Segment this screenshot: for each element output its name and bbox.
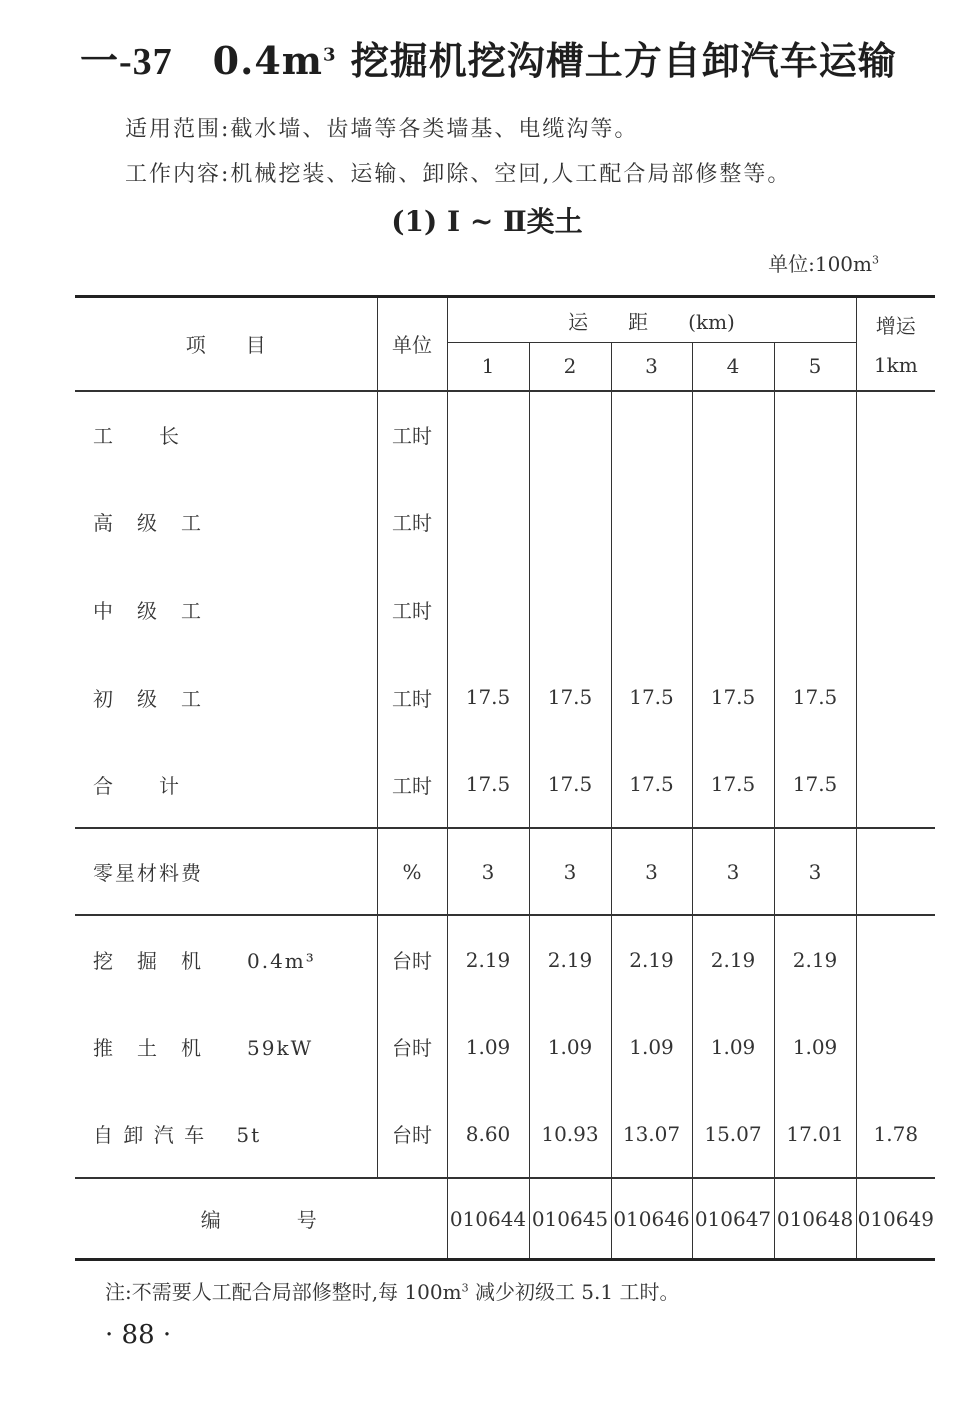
- scope-text: 适用范围:截水墙、齿墙等各类墙基、电缆沟等。: [125, 117, 639, 142]
- page-title: 一-37 $0.4m^3$ 挖掘机挖沟槽土方自卸汽车运输: [80, 38, 897, 83]
- row-value: 17.01: [774, 1091, 856, 1179]
- row-value: 17.5: [774, 653, 856, 741]
- row-value: 17.5: [447, 653, 529, 741]
- row-value: [856, 566, 935, 654]
- row-unit: 工时: [377, 391, 447, 479]
- table-row: [75, 1091, 935, 1179]
- footnote: 注:不需要人工配合局部修整时,每 $100m^3$ 减少初级工 5.1 工时。: [105, 1280, 680, 1304]
- row-value: [611, 478, 692, 566]
- header-unit: 单位: [377, 297, 447, 391]
- page-number: · 88 ·: [105, 1320, 172, 1350]
- distance-header-5: 5: [774, 343, 856, 391]
- row-value: 2.19: [692, 915, 774, 1003]
- row-value: [692, 391, 774, 479]
- row-value: [529, 566, 611, 654]
- row-name: 挖 掘 机 0.4m³: [93, 949, 316, 974]
- table-row: [75, 391, 935, 479]
- row-value: 17.5: [529, 653, 611, 741]
- table-row: [75, 653, 935, 741]
- row-value: [856, 478, 935, 566]
- row-name: 合 计: [75, 741, 377, 829]
- row-unit: 工时: [377, 653, 447, 741]
- quota-code: 010644: [447, 1178, 529, 1259]
- row-value: 15.07: [692, 1091, 774, 1179]
- row-value: 3: [611, 828, 692, 915]
- quota-table: [75, 295, 935, 1261]
- row-value: 17.5: [529, 741, 611, 829]
- section-number: 一-37: [80, 41, 173, 83]
- row-value: 2.19: [447, 915, 529, 1003]
- row-value: 1.09: [447, 1003, 529, 1091]
- row-unit: 工时: [377, 741, 447, 829]
- quota-code: 010647: [692, 1178, 774, 1259]
- row-unit: 台时: [377, 915, 447, 1003]
- work-content-text: 工作内容:机械挖装、运输、卸除、空回,人工配合局部修整等。: [125, 162, 792, 187]
- subtitle: (1) Ⅰ ~ Ⅱ类土: [391, 205, 583, 238]
- table-row: [75, 915, 935, 1003]
- row-name: 工 长: [93, 424, 181, 449]
- row-unit: 工时: [377, 478, 447, 566]
- row-name: 高 级 工: [93, 511, 203, 536]
- row-value: [856, 653, 935, 741]
- table-row: [75, 828, 935, 915]
- row-value: 1.09: [692, 1003, 774, 1091]
- row-value: [447, 566, 529, 654]
- row-unit: %: [377, 828, 447, 915]
- row-value: [529, 478, 611, 566]
- row-value: 2.19: [774, 915, 856, 1003]
- row-value: 8.60: [447, 1091, 529, 1179]
- row-name: 中 级 工: [93, 598, 203, 623]
- row-value: 1.09: [611, 1003, 692, 1091]
- row-value: 2.19: [611, 915, 692, 1003]
- table-row: [75, 1003, 935, 1091]
- row-unit: 台时: [377, 1003, 447, 1091]
- unit-label: 单位$:100m^3$: [768, 252, 879, 276]
- row-value: [774, 566, 856, 654]
- row-name: 初 级 工: [93, 686, 203, 711]
- row-value: [611, 566, 692, 654]
- row-unit: 台时: [377, 1091, 447, 1179]
- row-value: 1.09: [774, 1003, 856, 1091]
- quota-code: 010648: [774, 1178, 856, 1259]
- row-value: [692, 566, 774, 654]
- row-value: [692, 478, 774, 566]
- row-value: [856, 915, 935, 1003]
- row-name: 零星材料费: [75, 828, 377, 915]
- row-value: 10.93: [529, 1091, 611, 1179]
- row-value: [856, 391, 935, 479]
- row-name: 推 土 机 59kW: [93, 1036, 314, 1061]
- row-value: [447, 478, 529, 566]
- row-value: [529, 391, 611, 479]
- header-distance: 运 距 (km): [447, 297, 856, 343]
- quota-code: 010645: [529, 1178, 611, 1259]
- row-value: 1.09: [529, 1003, 611, 1091]
- row-value: [856, 1003, 935, 1091]
- code-row: [75, 1178, 935, 1259]
- row-name: 自 卸 汽 车 5t: [75, 1091, 377, 1179]
- header-extra: 增运 1km: [856, 297, 935, 391]
- row-value: 1.78: [856, 1091, 935, 1179]
- row-value: 3: [774, 828, 856, 915]
- row-value: 3: [692, 828, 774, 915]
- row-value: [856, 741, 935, 829]
- row-value: [774, 478, 856, 566]
- code-label: 编 号: [75, 1178, 447, 1259]
- row-value: 17.5: [447, 741, 529, 829]
- table-row: [75, 478, 935, 566]
- row-value: 17.5: [774, 741, 856, 829]
- header-item: 项 目: [75, 297, 377, 391]
- row-value: 13.07: [611, 1091, 692, 1179]
- table-row: [75, 741, 935, 829]
- quota-code: 010646: [611, 1178, 692, 1259]
- distance-header-1: 1: [447, 343, 529, 391]
- row-value: 3: [447, 828, 529, 915]
- distance-header-3: 3: [611, 343, 692, 391]
- row-value: 17.5: [611, 741, 692, 829]
- row-value: [611, 391, 692, 479]
- row-unit: 工时: [377, 566, 447, 654]
- row-value: [774, 391, 856, 479]
- row-value: [856, 828, 935, 915]
- distance-header-2: 2: [529, 343, 611, 391]
- row-value: 2.19: [529, 915, 611, 1003]
- row-value: 17.5: [692, 653, 774, 741]
- row-value: 17.5: [611, 653, 692, 741]
- distance-header-4: 4: [692, 343, 774, 391]
- table-row: [75, 566, 935, 654]
- quota-code: 010649: [856, 1178, 935, 1259]
- row-value: 3: [529, 828, 611, 915]
- row-value: [447, 391, 529, 479]
- row-value: 17.5: [692, 741, 774, 829]
